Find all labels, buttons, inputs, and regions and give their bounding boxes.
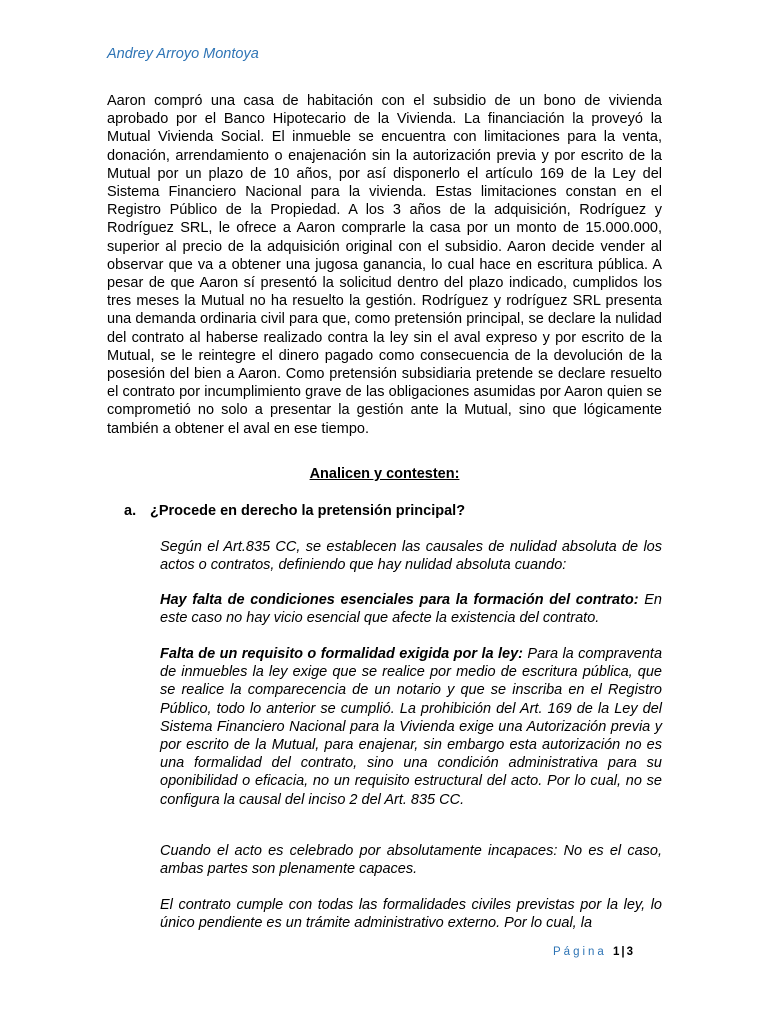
answer-bold-lead: Falta de un requisito o formalidad exigida por la ley: [160, 646, 523, 662]
page-separator: | [621, 946, 625, 958]
case-description: Aaron compró una casa de habitación con el subsidio de un bono de vivienda aprobado por el Banco Hipotecario de la Vivienda. La financiación la proveyó la Mutual Vivienda Social. El inmueble se encuentra con limitaciones para la venta, donación, arrendamiento o enajenación sin la autorización previa y por escrito de la Mutual por un plazo de 10 años, por así disponerlo el artículo 169 de la Ley del Sistema Financiero Nacional para la vivienda. Estas limitaciones constan en el Registro Público de la Propiedad. A los 3 años de la adquisición, Rodríguez y Rodríguez SRL, le ofrece a Aaron comprarle la casa por un monto de 15.000.000, superior al precio de la adquisición original con el subsidio. Aaron decide vender al observar que va a obtener una jugosa ganancia, lo cual hace en escritura pública. A pesar de que Aaron sí presentó la solicitud dentro del plazo indicado, cumplidos los tres meses la Mutual no ha resuelto la gestión. Rodríguez y rodríguez SRL presenta una demanda ordinaria civil para que, como pretensión principal, se declare la nulidad del contrato al haberse realizado contra la ley sin el aval expreso y por escrito de la Mutual, se le reintegre el dinero pagado como consecuencia de la devolución de la posesión del bien a Aaron. Como pretensión subsidiaria pretende se declare resuelto el contrato por incumplimiento grave de las obligaciones asumidas por Aaron quien se comprometió no solo a presentar la gestión ante la Mutual, sino que lógicamente también a obtener el aval en ese tiempo. [107, 93, 662, 437]
page-label: Página [553, 946, 607, 958]
answer-paragraph-formality [160, 645, 662, 809]
author-name: Andrey Arroyo Montoya [107, 46, 259, 62]
question-marker: a. [124, 503, 137, 519]
answer-text: Para la compraventa de inmuebles la ley exige que se realice por medio de escritura pública, que se realice la comparecencia de un notario y que se inscriba en el Registro Público, todo lo anterior se cumplió. La prohibición del Art. 169 de la Ley del Sistema Financiero Nacional para la Vivienda exige una Autorización previa y por escrito de la Mutual, para enajenar, sin embargo esta autorización no es una formalidad del contrato, sino una condición administrativa para su oponibilidad o eficacia, no un requisito estructural del acto. Por lo cual, no se configura la causal del inciso 2 del Art. 835 CC. [160, 646, 663, 808]
section-heading: Analicen y contesten: [309, 466, 460, 482]
page-number: 1 [613, 946, 620, 958]
answer-paragraph-conditions [160, 591, 662, 627]
question-a [124, 503, 465, 519]
page-footer [553, 946, 633, 958]
answer-text: En este caso no hay vicio esencial que afecte la existencia del contrato. [160, 592, 662, 627]
answer-bold-lead: Hay falta de condiciones esenciales para la formación del contrato: [160, 592, 639, 608]
answer-paragraph-capacity: Cuando el acto es celebrado por absolutamente incapaces: No es el caso, ambas partes son plenamente capaces. [160, 843, 662, 878]
answer-paragraph-intro: Según el Art.835 CC, se establecen las causales de nulidad absoluta de los actos o contratos, definiendo que hay nulidad absoluta cuando: [160, 539, 662, 574]
page-total: 3 [626, 946, 634, 958]
question-text: ¿Procede en derecho la pretensión principal? [150, 503, 466, 519]
answer-paragraph-formalities: El contrato cumple con todas las formalidades civiles previstas por la ley, lo único pendiente es un trámite administrativo externo. Por lo cual, la [160, 897, 662, 932]
